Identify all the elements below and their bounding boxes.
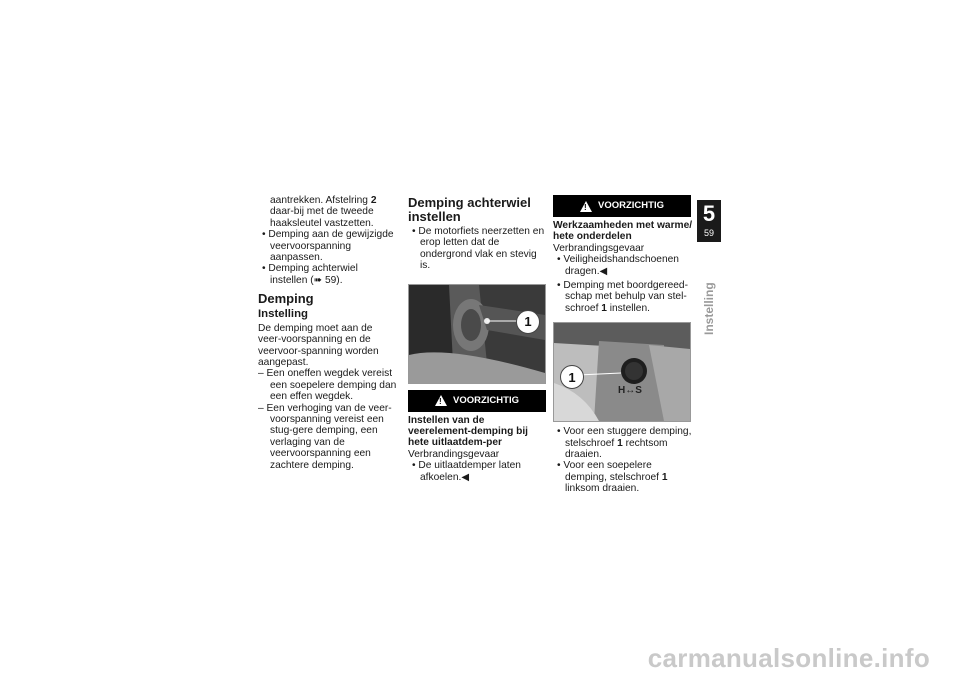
- dash-item-road: – Een oneffen wegdek vereist een soepelere demping dan een effen wegdek.: [258, 368, 397, 403]
- photo-adjusting-screw: [553, 322, 691, 422]
- warning-subtitle: Verbrandingsgevaar: [553, 242, 645, 254]
- rear-shock-illustration: [409, 285, 545, 383]
- warning-bullet-gloves: • Veiligheidshandschoenen dragen.◀: [557, 254, 679, 277]
- bullet-park-motorcycle: • De motorfiets neerzetten en erop letten dat de ondergrond vlak en stevig is.: [412, 226, 545, 272]
- warning-triangle-icon: !: [580, 201, 592, 212]
- paragraph-intro: De demping moet aan de veer-voorspanning en de veervoor-spanning worden aangepast.: [258, 322, 379, 368]
- warning-title: Werkzaamheden met warme/ hete onderdelen: [553, 220, 693, 243]
- column-right: [553, 195, 693, 495]
- heading-instelling: Instelling: [258, 308, 308, 321]
- bullet-adjust-screw: • Demping met boordgereed-schap met behulp van stel-schroef 1 instellen.: [557, 280, 688, 314]
- watermark: carmanualsonline.info: [647, 643, 930, 673]
- bullet-stiffer-damping: • Voor een stuggere demping, stelschroef 1 rechtsom draaien.: [557, 426, 692, 461]
- warning-subtitle: Verbrandingsgevaar: [408, 448, 500, 460]
- column-middle: [408, 196, 546, 483]
- warning-bullet-cool: • De uitlaatdemper laten afkoelen.◀: [412, 460, 521, 483]
- dash-item-preload: – Een verhoging van de veer-voorspanning vereist een stug-gere demping, een verlaging van de veervoorspanning een zachtere demping.: [258, 402, 392, 471]
- warning-banner: ! VOORZICHTIG: [553, 195, 691, 217]
- warning-banner: ! VOORZICHTIG: [408, 390, 546, 412]
- warning-triangle-icon: !: [435, 395, 447, 406]
- paragraph-continuation: aantrekken. Afstelring 2 daar-bij met de tweede haaksleutel vastzetten.: [270, 195, 377, 229]
- page-number: 59: [697, 228, 721, 240]
- hs-marking: H↔S: [618, 385, 642, 397]
- heading-rear-damping: Demping achterwiel instellen: [408, 195, 531, 224]
- photo-rear-shock: [408, 284, 546, 384]
- warning-title: Instellen van de veerelement-demping bij hete uitlaatdem-per: [408, 414, 529, 449]
- heading-demping: Demping: [258, 291, 314, 307]
- section-side-label: Instelling: [702, 282, 716, 335]
- bullet-adjust-damping: • Demping aan de gewijzigde veervoorspanning aanpassen.: [262, 229, 394, 264]
- bullet-rear-damping-link[interactable]: • Demping achterwiel instellen (➠ 59).: [262, 263, 358, 286]
- callout-1: 1: [560, 365, 584, 389]
- bullet-softer-damping: • Voor een soepelere demping, stelschroef 1 linksom draaien.: [557, 460, 668, 495]
- callout-1: 1: [516, 310, 540, 334]
- chapter-number: 5: [697, 200, 721, 234]
- column-left: [258, 195, 398, 471]
